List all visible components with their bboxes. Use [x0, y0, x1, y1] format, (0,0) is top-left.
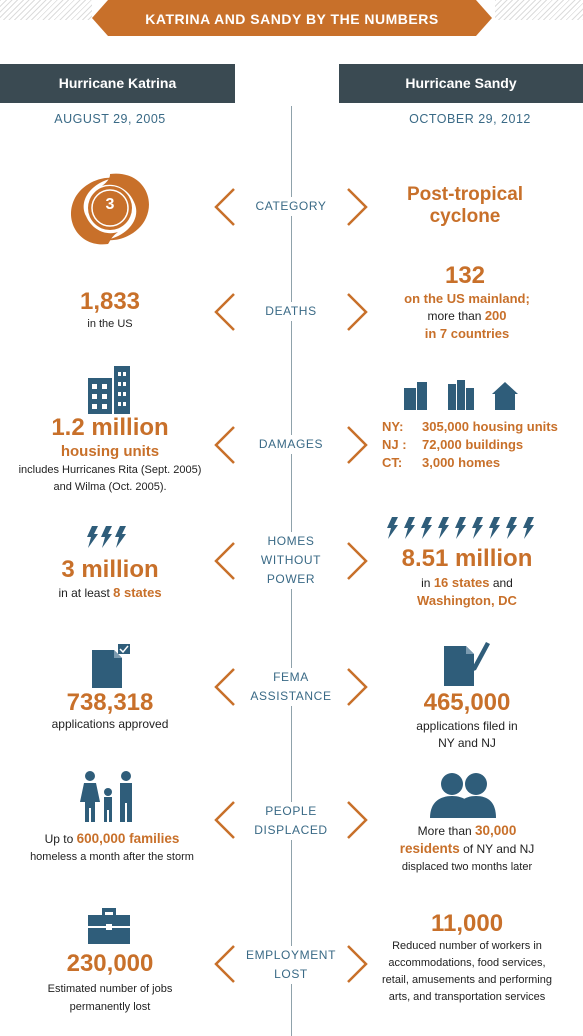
chevron-left-icon	[216, 669, 234, 705]
chevron-right-icon	[348, 427, 366, 463]
damage-value: 72,000 buildings	[422, 437, 524, 452]
sandy-damage-icons	[404, 380, 524, 410]
state-label: NJ :	[382, 437, 407, 452]
text-span: of NY and NJ	[459, 842, 535, 856]
katrina-damages-note	[5, 462, 215, 496]
buildings-icon	[448, 380, 474, 410]
katrina-date: AUGUST 29, 2005	[54, 112, 166, 126]
sandy-jobs-value: 11,000	[430, 910, 504, 937]
document-icon	[92, 644, 134, 688]
note-line: accommodations, food services,	[388, 957, 546, 969]
buildings-icon	[88, 366, 132, 414]
hatch-decoration-left	[0, 0, 92, 20]
people-icon	[430, 772, 496, 818]
label-line: HOMES	[267, 534, 315, 548]
katrina-fema-note: applications approved	[51, 717, 169, 731]
title-banner	[92, 0, 492, 36]
note-line	[374, 840, 560, 858]
katrina-jobs-note	[20, 980, 200, 1016]
sandy-date: OCTOBER 29, 2012	[409, 112, 531, 126]
note-line	[374, 822, 560, 840]
chevron-left-icon	[216, 543, 234, 579]
label-line: LOST	[274, 967, 308, 981]
briefcase-icon	[88, 908, 130, 944]
label-category: CATEGORY	[241, 197, 341, 216]
chevron-left-icon	[216, 802, 234, 838]
document-icon	[442, 640, 490, 686]
label-employment-lost	[241, 946, 341, 984]
label-deaths: DEATHS	[241, 302, 341, 321]
sandy-deaths-line: in 7 countries	[424, 326, 510, 341]
text-span: in at least	[58, 586, 114, 600]
chevron-right-icon	[348, 294, 366, 330]
text-span: Up to	[44, 832, 77, 846]
note-line: Reduced number of workers in	[392, 940, 542, 952]
hatch-decoration-right	[495, 0, 583, 20]
text-span: 16 states	[433, 575, 490, 590]
sandy-damages-row	[382, 454, 582, 472]
katrina-displaced	[22, 830, 202, 866]
sandy-fema-value: 465,000	[423, 689, 511, 716]
sandy-deaths-line	[374, 307, 560, 325]
text-span: more than	[427, 309, 485, 323]
text-span: residents	[399, 841, 460, 856]
sandy-deaths-line: on the US mainland;	[404, 291, 530, 306]
label-line: PEOPLE	[265, 804, 317, 818]
damage-value: 305,000 housing units	[422, 419, 558, 434]
sandy-category	[380, 184, 550, 228]
damage-value: 3,000 homes	[422, 455, 501, 470]
buildings-icon	[404, 382, 427, 410]
chevron-left-icon	[216, 294, 234, 330]
label-fema-assistance	[241, 668, 341, 706]
label-line: EMPLOYMENT	[245, 948, 336, 962]
label-line: POWER	[266, 572, 316, 586]
chevron-right-icon	[348, 946, 366, 982]
sandy-deaths: 132	[444, 262, 486, 289]
label-line: DISPLACED	[254, 823, 328, 837]
note-line: NY and NJ	[438, 736, 496, 750]
katrina-fema-value: 738,318	[66, 689, 154, 716]
katrina-deaths: 1,833	[79, 288, 141, 315]
text-span: in	[421, 576, 434, 590]
sandy-deaths-detail	[374, 290, 560, 342]
house-icon	[492, 382, 518, 410]
text-span: and	[489, 576, 513, 590]
sandy-jobs-note	[374, 938, 560, 1006]
sandy-category-line: cyclone	[429, 206, 501, 227]
note-line: displaced two months later	[401, 861, 533, 873]
label-line: WITHOUT	[260, 553, 322, 567]
text-span: More than	[417, 824, 476, 838]
note-line: arts, and transportation services	[388, 991, 546, 1003]
label-line: ASSISTANCE	[250, 689, 332, 703]
sandy-displaced	[374, 822, 560, 876]
text-span: 200	[484, 308, 507, 323]
note-line: retail, amusements and performing	[382, 974, 552, 986]
sandy-power-note	[374, 574, 560, 610]
text-span: 30,000	[475, 823, 517, 838]
chevron-left-icon	[216, 946, 234, 982]
lightning-icon	[386, 517, 542, 539]
note-line: Estimated number of jobs	[47, 983, 173, 995]
sandy-damages-row	[382, 418, 582, 436]
label-people-displaced	[241, 802, 341, 840]
note-line: permanently lost	[69, 1001, 151, 1013]
chevron-right-icon	[348, 189, 366, 225]
katrina-power-note	[20, 585, 200, 600]
sandy-category-line: Post-tropical	[406, 184, 524, 205]
sandy-fema-note	[374, 718, 560, 752]
chevron-left-icon	[216, 189, 234, 225]
katrina-damages-value: 1.2 million	[51, 414, 169, 441]
state-label: CT:	[382, 455, 403, 470]
chevron-right-icon	[348, 669, 366, 705]
sandy-damages-list	[382, 418, 582, 472]
chevron-right-icon	[348, 802, 366, 838]
katrina-deaths-note: in the US	[87, 318, 133, 330]
label-homes-without-power	[241, 532, 341, 589]
hurricane-icon	[62, 166, 158, 250]
chevron-right-icon	[348, 543, 366, 579]
note-line: applications filed in	[416, 719, 518, 733]
banner-title: KATRINA AND SANDY BY THE NUMBERS	[145, 11, 439, 27]
note-line	[22, 830, 202, 848]
katrina-power-value: 3 million	[61, 556, 159, 583]
katrina-header: Hurricane Katrina	[0, 64, 235, 103]
state-label: NY:	[382, 419, 404, 434]
family-icon	[80, 770, 138, 822]
note-line: Washington, DC	[417, 593, 517, 608]
sandy-damages-row	[382, 436, 582, 454]
label-line: FEMA	[273, 670, 309, 684]
lightning-icon	[86, 526, 134, 548]
note-line: includes Hurricanes Rita (Sept. 2005)	[18, 464, 202, 476]
katrina-jobs-value: 230,000	[66, 950, 154, 977]
katrina-damages-unit: housing units	[60, 443, 160, 460]
label-damages: DAMAGES	[241, 435, 341, 454]
sandy-header: Hurricane Sandy	[339, 64, 583, 103]
note-line: and Wilma (Oct. 2005).	[53, 481, 167, 493]
text-span: 600,000 families	[76, 831, 180, 846]
chevron-left-icon	[216, 427, 234, 463]
text-span: 8 states	[113, 585, 162, 600]
katrina-category: 3	[105, 196, 115, 213]
note-line	[374, 574, 560, 592]
note-line: homeless a month after the storm	[30, 851, 194, 863]
sandy-power-value: 8.51 million	[401, 545, 533, 572]
